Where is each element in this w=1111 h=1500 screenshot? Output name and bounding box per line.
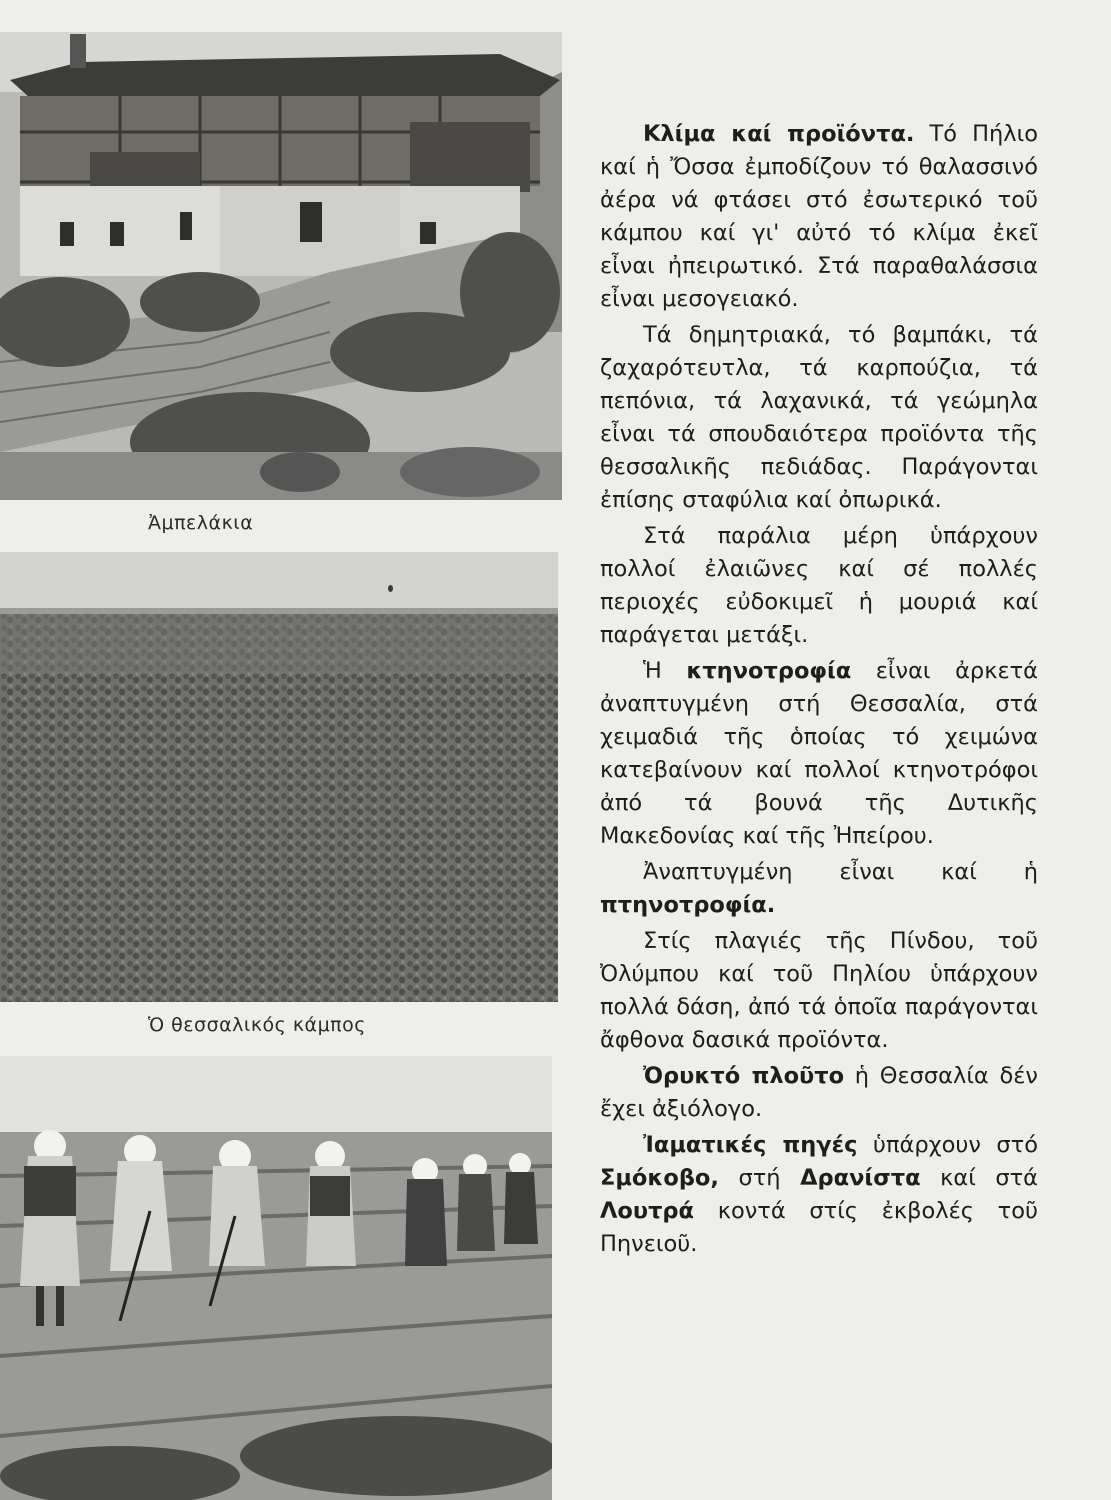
paragraph-coast: Στά παράλια μέρη ὑπάρχουν πολλοί ἐλαιῶνες καί σέ πολλές περιοχές εὐδοκιμεῖ ἡ μουριά καί παράγεται μετάξι. (600, 523, 1038, 648)
photo-field-workers (0, 1056, 552, 1500)
photo-thessalian-plain (0, 552, 558, 1002)
place-smokovo: Σμόκοβο, (600, 1165, 719, 1191)
term-poultry: πτηνοτροφία. (600, 892, 776, 918)
paragraph-poultry: Ἀναπτυγμένη εἶναι καί ἡ πτηνοτροφία. (600, 859, 1038, 918)
heading-climate-products: Κλίμα καί προϊόντα. (643, 121, 915, 147)
print-speck (388, 585, 393, 592)
term-springs: Ἰαματικές πηγές (643, 1132, 858, 1158)
article-body (600, 118, 1038, 1264)
photo-caption-thessalian-plain: Ὁ θεσσαλικός κάμπος (148, 1014, 366, 1036)
place-dranista: Δρανίστα (800, 1165, 921, 1191)
paragraph-springs: Ἰαματικές πηγές ὑπάρχουν στό Σμόκοβο, στή Δρανίστα καί στά Λουτρά κοντά στίς ἐκβολές τοῦ Πηνειοῦ. (600, 1132, 1038, 1257)
place-loutra: Λουτρά (600, 1198, 694, 1224)
paragraph-forests: Στίς πλαγιές τῆς Πίνδου, τοῦ Ὀλύμπου καί τοῦ Πηλίου ὑπάρχουν πολλά δάση, ἀπό τά ὁποῖα παράγονται ἄφθονα δασικά προϊόντα. (600, 928, 1038, 1053)
term-livestock: κτηνοτροφία (686, 658, 852, 684)
paragraph-livestock: Ἡ κτηνοτροφία εἶναι ἀρκετά ἀναπτυγμένη στή Θεσσαλία, στά χειμαδιά τῆς ὁποίας τό χειμώνα κατεβαίνουν καί πολλοί κτηνοτρόφοι ἀπό τά βουνά τῆς Δυτικῆς Μακεδονίας καί τῆς Ἠπείρου. (600, 658, 1038, 849)
photo-caption-ampelakia: Ἀμπελάκια (148, 512, 254, 534)
paragraph-minerals: Ὀρυκτό πλοῦτο ἡ Θεσσαλία δέν ἔχει ἀξιόλογο. (600, 1063, 1038, 1122)
photo-ampelakia-mansion (0, 32, 562, 500)
paragraph-products: Τά δημητριακά, τό βαμπάκι, τά ζαχαρότευτλα, τά καρπούζια, τά πεπόνια, τά λαχανικά, τά γεώμηλα εἶναι τά σπουδαιότερα προϊόντα τῆς θεσσαλικῆς πεδιάδας. Παράγονται ἐπίσης σταφύλια καί ὀπωρικά. (600, 322, 1038, 513)
paragraph-climate: Κλίμα καί προϊόντα. Τό Πήλιο καί ἡ Ὄσσα ἐμποδίζουν τό θαλασσινό ἀέρα νά φτάσει στό ἐσωτερικό τοῦ κάμπου καί γι' αὐτό τό κλίμα ἐκεῖ εἶναι ἠπειρωτικό. Στά παραθαλάσσια εἶναι μεσογειακό. (600, 121, 1038, 312)
term-minerals: Ὀρυκτό πλοῦτο (643, 1063, 845, 1089)
